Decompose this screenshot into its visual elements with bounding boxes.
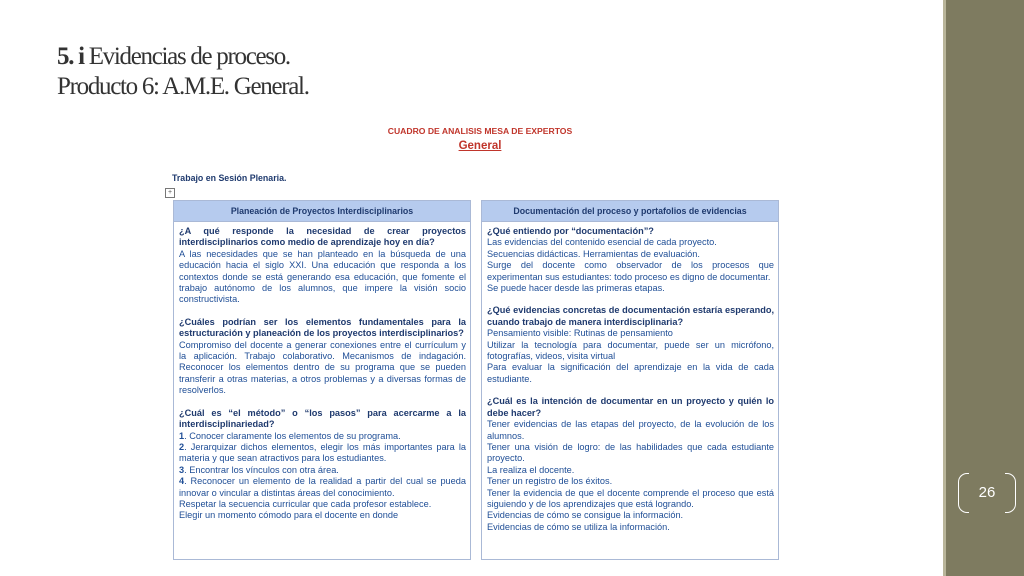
planning-panel <box>173 200 471 560</box>
session-label: Trabajo en Sesión Plenaria. <box>172 173 287 183</box>
documentation-panel-body <box>482 222 778 533</box>
doc-line-8: Tener evidencias de las etapas del proyecto, de la evolución de los alumnos. <box>487 419 774 441</box>
title-text-1: Evidencias de proceso. <box>88 43 290 70</box>
step-6: Elegir un momento cómodo para el docente en donde <box>179 510 399 521</box>
title-line-2: Producto 6: A.M.E. General. <box>57 73 309 100</box>
question-1: ¿A qué responde la necesidad de crear proyectos interdisciplinarios como medio de aprendizaje hoy en día? <box>179 226 466 248</box>
slide-title <box>57 42 557 102</box>
doc-line-1: Las evidencias del contenido esencial de cada proyecto. <box>487 237 717 248</box>
doc-line-13: Evidencias de cómo se consigue la información. <box>487 510 684 521</box>
doc-line-7: Para evaluar la significación del aprendizaje en la vida de cada estudiante. <box>487 362 774 384</box>
document-subtitle: General <box>458 140 502 152</box>
doc-question-1: ¿Qué entiendo por “documentación”? <box>487 226 654 236</box>
doc-line-3: Surge del docente como observador de los procesos que experimentan sus estudiantes: todo proceso es digno de documentar. <box>487 260 774 282</box>
page-number-badge <box>958 473 1016 513</box>
doc-line-2: Secuencias didácticas. Herramientas de evaluación. <box>487 248 700 259</box>
step-5: Respetar la secuencia curricular que cada profesor establece. <box>179 498 432 509</box>
document-title: CUADRO DE ANALISIS MESA DE EXPERTOS <box>387 126 573 136</box>
table-move-handle-icon[interactable]: + <box>165 188 175 198</box>
step-2: 2. Jerarquizar dichos elementos, elegir los más importantes para la materia y que sean atractivos para los estudiantes. <box>179 441 466 464</box>
doc-line-12: Tener la evidencia de que el docente comprende el proceso que está siguiendo y de los aprendizajes que está logrando. <box>487 487 774 509</box>
doc-line-5: Pensamiento visible: Rutinas de pensamiento <box>487 328 673 339</box>
answer-1: A las necesidades que se han planteado en la búsqueda de una educación hacia el siglo XXI. Una educación que responda a los contextos donde se está generando esa educación, que fomente el trabajo autónomo de los alumnos, que impere la visión socio constructivista. <box>179 248 466 305</box>
step-3: 3. Encontrar los vínculos con otra área. <box>179 464 339 475</box>
question-2: ¿Cuáles podrían ser los elementos fundamentales para la estructuración y planeación de los proyectos interdisciplinarios? <box>179 316 466 339</box>
doc-line-14: Evidencias de cómo se utiliza la información. <box>487 521 670 532</box>
question-3: ¿Cuál es “el método” o “los pasos” para acercarme a la interdisciplinariedad? <box>179 407 466 430</box>
step-4: 4. Reconocer un elemento de la realidad a partir del cual se pueda innovar o vincular a distintas áreas del conocimiento. <box>179 476 466 498</box>
title-number: 5. i <box>57 43 84 70</box>
doc-line-10: La realiza el docente. <box>487 464 575 475</box>
planning-panel-body <box>174 222 470 522</box>
doc-question-3: ¿Cuál es la intención de documentar en un proyecto y quién lo debe hacer? <box>487 396 774 418</box>
step-1: 1. Conocer claramente los elementos de su programa. <box>179 430 401 441</box>
doc-line-4: Se puede hacer desde las primeras etapas. <box>487 283 665 294</box>
planning-panel-header: Planeación de Proyectos Interdisciplinarios <box>174 201 470 222</box>
doc-line-11: Tener un registro de los éxitos. <box>487 476 613 487</box>
doc-line-6: Utilizar la tecnología para documentar, puede ser un micrófono, fotografías, videos, visita virtual <box>487 339 774 362</box>
documentation-panel-header: Documentación del proceso y portafolios de evidencias <box>482 201 778 222</box>
answer-2: Compromiso del docente a generar conexiones entre el currículum y la aplicación. Trabajo colaborativo. Mecanismos de indagación. Reconocer los elementos dentro de su programa que se pueden transferir a otras materias, a otros problemas y a diversas formas de resolverlos. <box>179 339 466 396</box>
documentation-panel <box>481 200 779 560</box>
page-number: 26 <box>978 484 996 501</box>
title-line-1 <box>57 42 557 72</box>
doc-line-9: Tener una visión de logro: de las habilidades que cada estudiante proyecto. <box>487 441 774 464</box>
doc-question-2: ¿Qué evidencias concretas de documentación estaría esperando, cuando trabajo de manera interdisciplinaria? <box>487 305 774 327</box>
